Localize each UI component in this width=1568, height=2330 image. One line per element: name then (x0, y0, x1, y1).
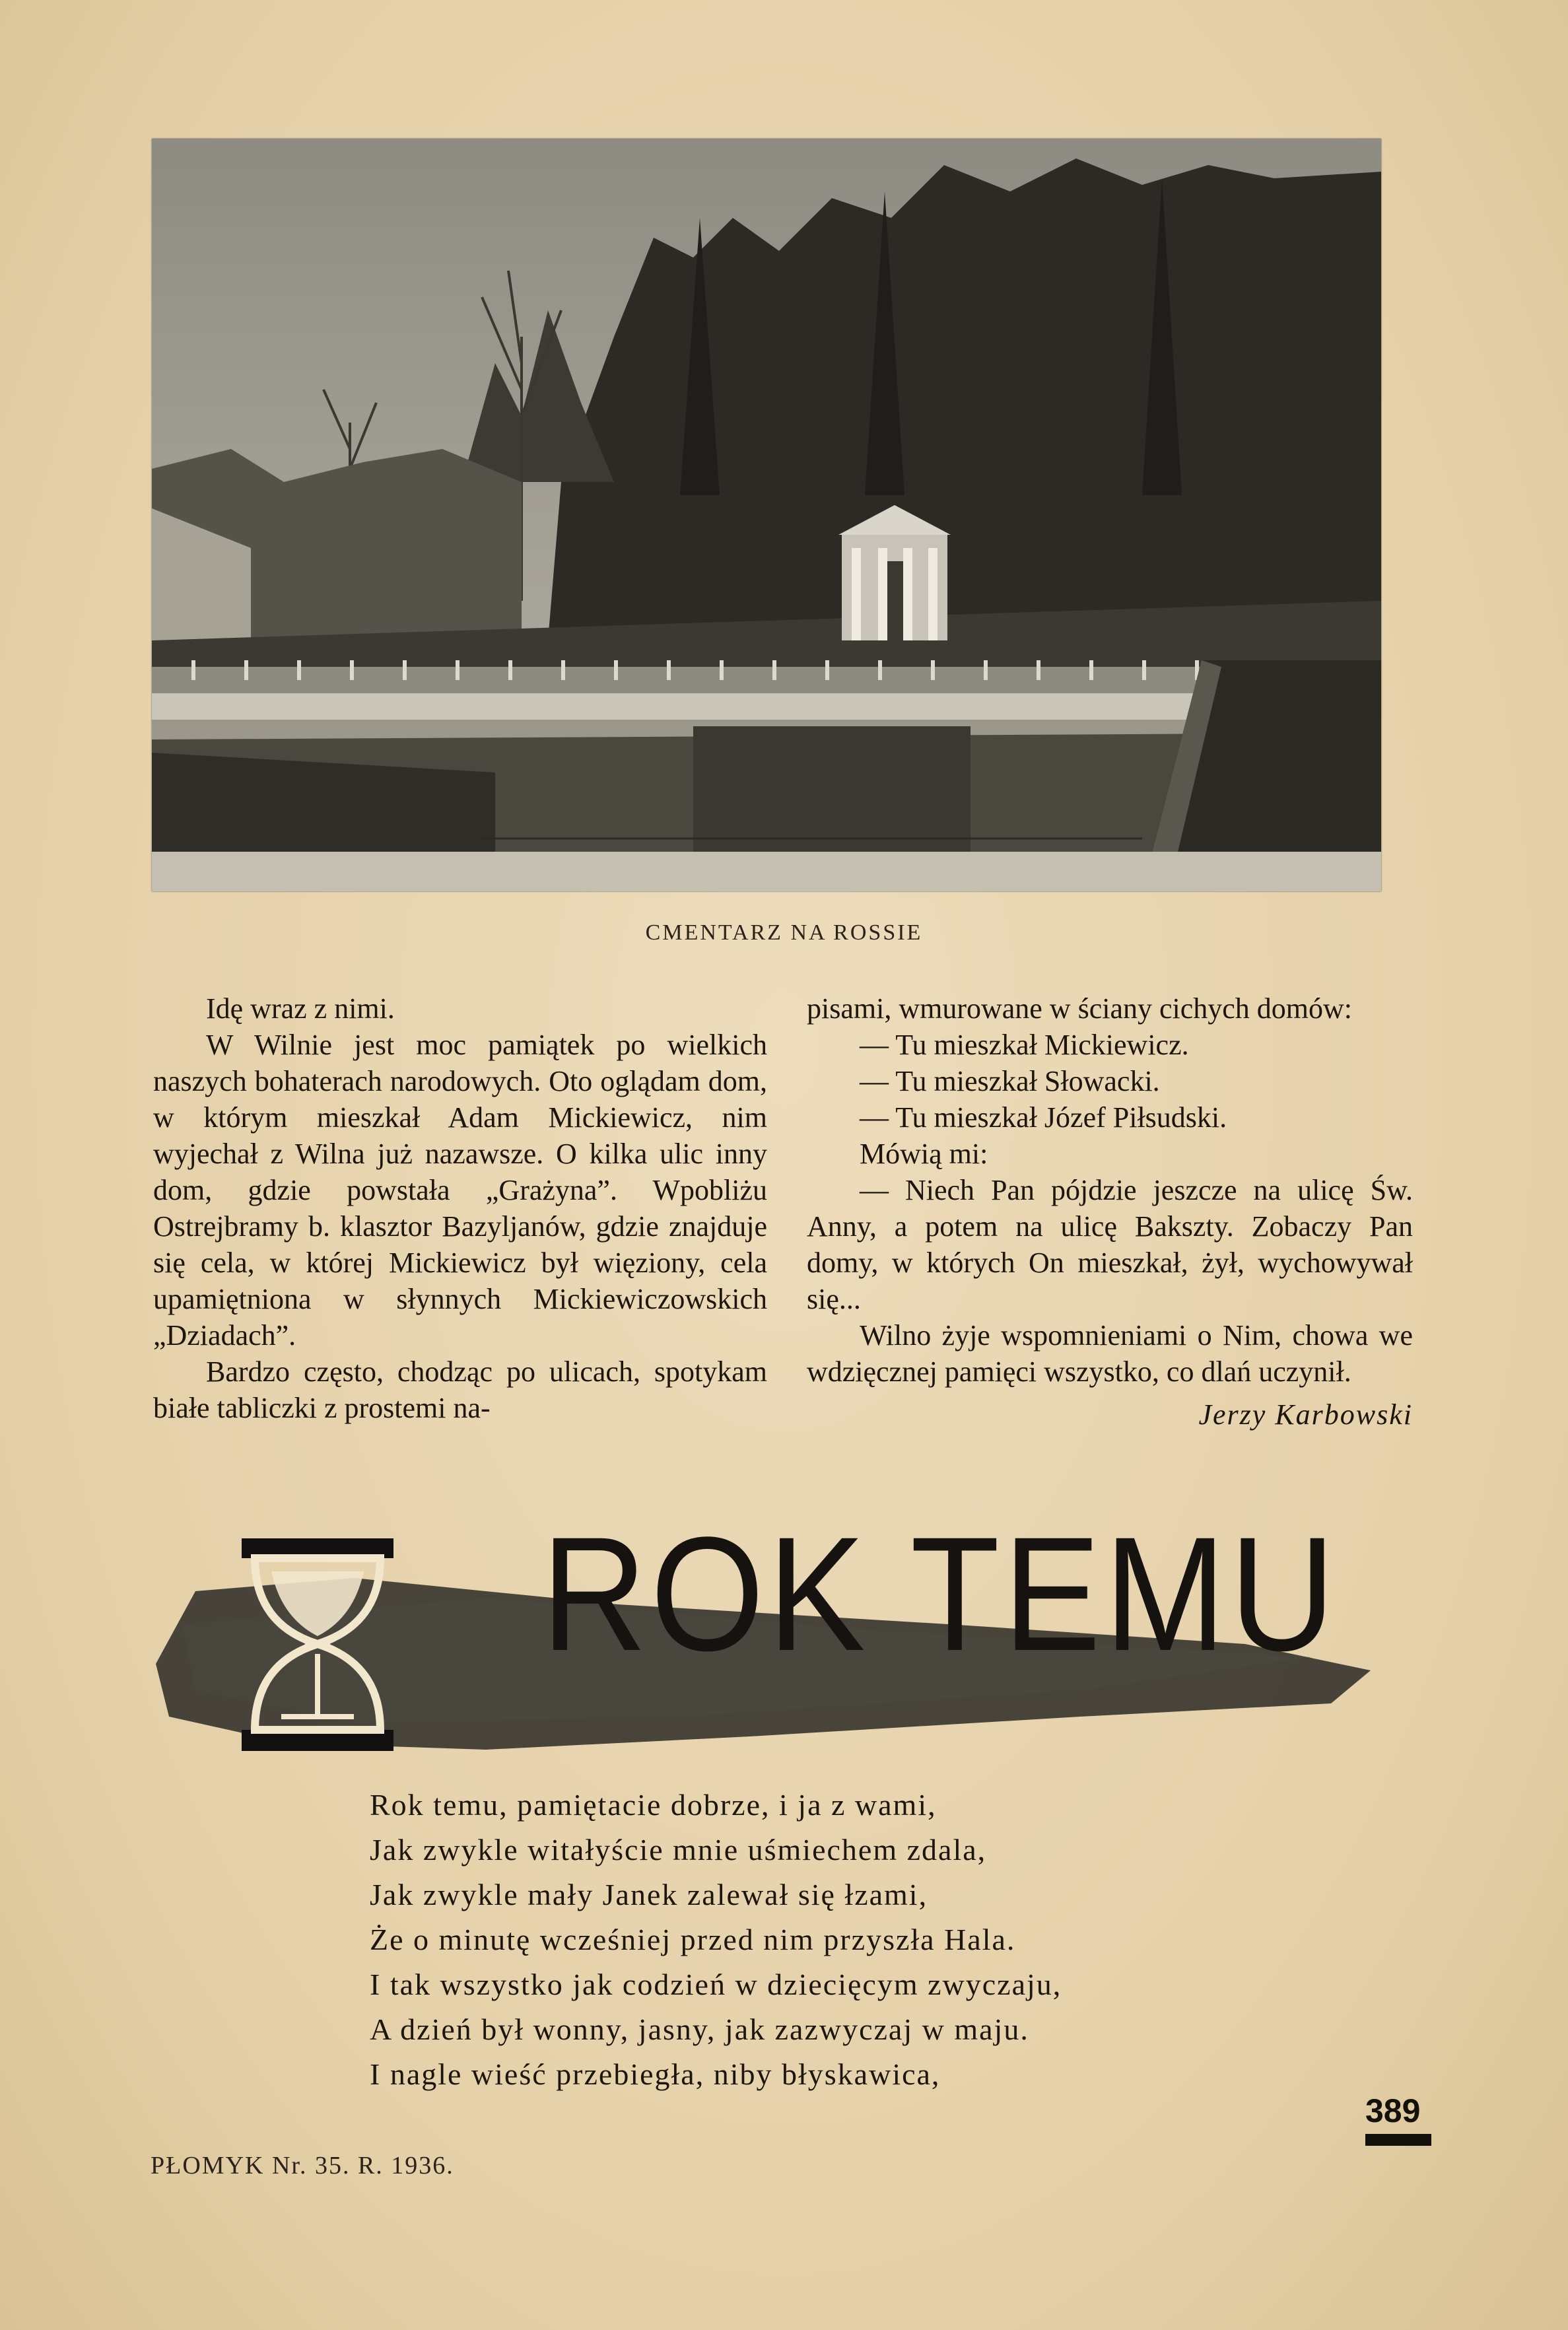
article-paragraph: — Niech Pan pójdzie jeszcze na ulicę Św. Anny, a potem na ulicę Bakszty. Zobaczy Pan domy, w których On mieszkał, żył, wychowywał się... (807, 1174, 1413, 1315)
article-paragraph: — Tu mieszkał Mickiewicz. (860, 1029, 1189, 1061)
article-paragraph: Idę wraz z nimi. (206, 992, 395, 1025)
poem-line: I nagle wieść przebiegła, niby błyskawica, (370, 2057, 941, 2091)
section-title: ROK TEMU (541, 1503, 1339, 1685)
photo-caption: CMENTARZ NA ROSSIE (645, 920, 923, 945)
article-paragraph: W Wilnie jest moc pamiątek po wielkich naszych bohaterach narodowych. Oto oglądam dom, w którym mieszkał Adam Mickiewicz, nim wyjechał z Wilna już nazawsze. O kilka ulic inny dom, gdzie powstała „Grażyna”. Wpobliżu Ostrejbramy b. klasztor Bazyljanów, gdzie znajduje się cela, w której Mickiewicz był więziony, cela upamiętniona w słynnych Mickiewiczowskich „Dziadach”. (153, 1029, 767, 1352)
poem-line: Jak zwykle witałyście mnie uśmiechem zdala, (370, 1833, 987, 1867)
cemetery-photo (152, 139, 1381, 891)
article-paragraph: Wilno żyje wspomnieniami o Nim, chowa we wdzięcznej pamięci wszystko, co dlań uczynił. (807, 1319, 1413, 1388)
publication-footer: PŁOMYK Nr. 35. R. 1936. (151, 2152, 454, 2179)
poem-line: Jak zwykle mały Janek zalewał się łzami, (370, 1878, 928, 1911)
page-number: 389 (1365, 2092, 1421, 2129)
poem-line: A dzień był wonny, jasny, jak zazwyczaj w maju. (370, 2012, 1029, 2046)
poem-line: Rok temu, pamiętacie dobrze, i ja z wami, (370, 1788, 937, 1822)
article-left-column (153, 990, 767, 1426)
article-paragraph: Bardzo często, chodząc po ulicach, spotykam białe tabliczki z prostemi na- (153, 1355, 767, 1424)
article-paragraph: Mówią mi: (860, 1138, 988, 1170)
poem-line: I tak wszystko jak codzień w dziecięcym zwyczaju, (370, 1968, 1062, 2001)
page-number-underline (1365, 2134, 1431, 2146)
article-author: Jerzy Karbowski (1198, 1398, 1413, 1431)
article-paragraph: pisami, wmurowane w ściany cichych domów: (807, 992, 1353, 1025)
poem (370, 1783, 1254, 2097)
article-right-column (807, 990, 1413, 1433)
article-paragraph: — Tu mieszkał Józef Piłsudski. (860, 1101, 1227, 1134)
article-paragraph: — Tu mieszkał Słowacki. (860, 1065, 1160, 1097)
poem-line: Że o minutę wcześniej przed nim przyszła Hala. (370, 1923, 1016, 1956)
